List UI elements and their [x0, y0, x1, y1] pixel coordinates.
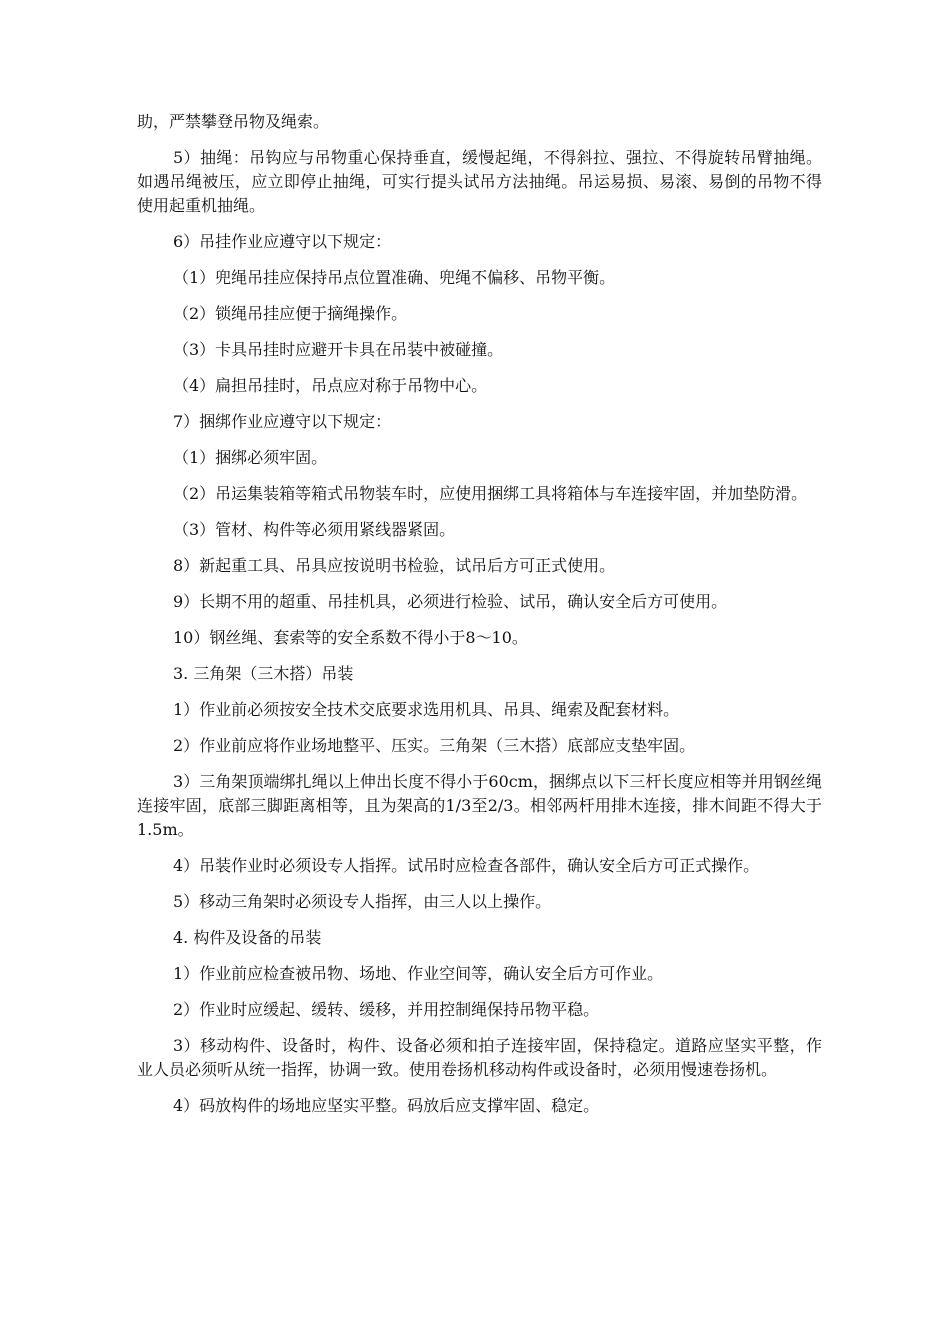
- paragraph-item-8: 8）新起重工具、吊具应按说明书检验，试吊后方可正式使用。: [173, 556, 616, 575]
- document-body: [137, 110, 822, 1130]
- paragraph-item-7-binding-rules: 7）捆绑作业应遵守以下规定：: [173, 412, 392, 431]
- section-heading-3: 3. 三角架（三木搭）吊装: [173, 664, 354, 683]
- paragraph-item-1: 1）作业前应检查被吊物、场地、作业空间等，确认安全后方可作业。: [173, 964, 664, 983]
- paragraph-sub-2: （2）吊运集装箱等箱式吊物装车时，应使用捆绑工具将箱体与车连接牢固，并加垫防滑。: [173, 484, 808, 503]
- paragraph-item-2: 2）作业前应将作业场地整平、压实。三角架（三木搭）底部应支垫牢固。: [173, 736, 696, 755]
- paragraph-sub-3: （3）管材、构件等必须用紧线器紧固。: [173, 520, 456, 539]
- paragraph-sub-1: （1）兜绳吊挂应保持吊点位置准确、兜绳不偏移、吊物平衡。: [173, 268, 616, 287]
- paragraph-item-2: 2）作业时应缓起、缓转、缓移，并用控制绳保持吊物平稳。: [173, 1000, 600, 1019]
- section-heading-4: 4. 构件及设备的吊装: [173, 928, 322, 947]
- paragraph-item-5: 5）移动三角架时必须设专人指挥，由三人以上操作。: [173, 892, 552, 911]
- paragraph-sub-4: （4）扁担吊挂时，吊点应对称于吊物中心。: [173, 376, 488, 395]
- paragraph-continuation: 助，严禁攀登吊物及绳索。: [137, 112, 330, 131]
- paragraph-item-10: 10）钢丝绳、套索等的安全系数不得小于8〜10。: [173, 628, 528, 647]
- paragraph-item-9: 9）长期不用的超重、吊挂机具，必须进行检验、试吊，确认安全后方可使用。: [173, 592, 728, 611]
- paragraph-item-6-hanging-rules: 6）吊挂作业应遵守以下规定：: [173, 232, 392, 251]
- paragraph-item-4: 4）吊装作业时必须设专人指挥。试吊时应检查各部件，确认安全后方可正式操作。: [173, 856, 760, 875]
- paragraph-sub-2: （2）锁绳吊挂应便于摘绳操作。: [173, 304, 408, 323]
- paragraph-item-3: 3）移动构件、设备时，构件、设备必须和拍子连接牢固，保持稳定。道路应坚实平整，作业人员必须听从统一指挥，协调一致。使用卷扬机移动构件或设备时，必须用慢速卷扬机。: [137, 1036, 822, 1079]
- paragraph-item-3: 3）三角架顶端绑扎绳以上伸出长度不得小于60cm，捆绑点以下三杆长度应相等并用钢丝绳连接牢固，底部三脚距离相等，且为架高的1/3至2/3。相邻两杆用排木连接，排木间距不得大于1.5m。: [137, 772, 822, 839]
- paragraph-item-5-rope-pulling: 5）抽绳：吊钩应与吊物重心保持垂直，缓慢起绳，不得斜拉、强拉、不得旋转吊臂抽绳。如遇吊绳被压，应立即停止抽绳，可实行提头试吊方法抽绳。吊运易损、易滚、易倒的吊物不得使用起重机抽绳。: [137, 148, 822, 215]
- paragraph-sub-3: （3）卡具吊挂时应避开卡具在吊装中被碰撞。: [173, 340, 504, 359]
- paragraph-item-1: 1）作业前必须按安全技术交底要求选用机具、吊具、绳索及配套材料。: [173, 700, 680, 719]
- paragraph-item-4: 4）码放构件的场地应坚实平整。码放后应支撑牢固、稳定。: [173, 1096, 600, 1115]
- paragraph-sub-1: （1）捆绑必须牢固。: [173, 448, 328, 467]
